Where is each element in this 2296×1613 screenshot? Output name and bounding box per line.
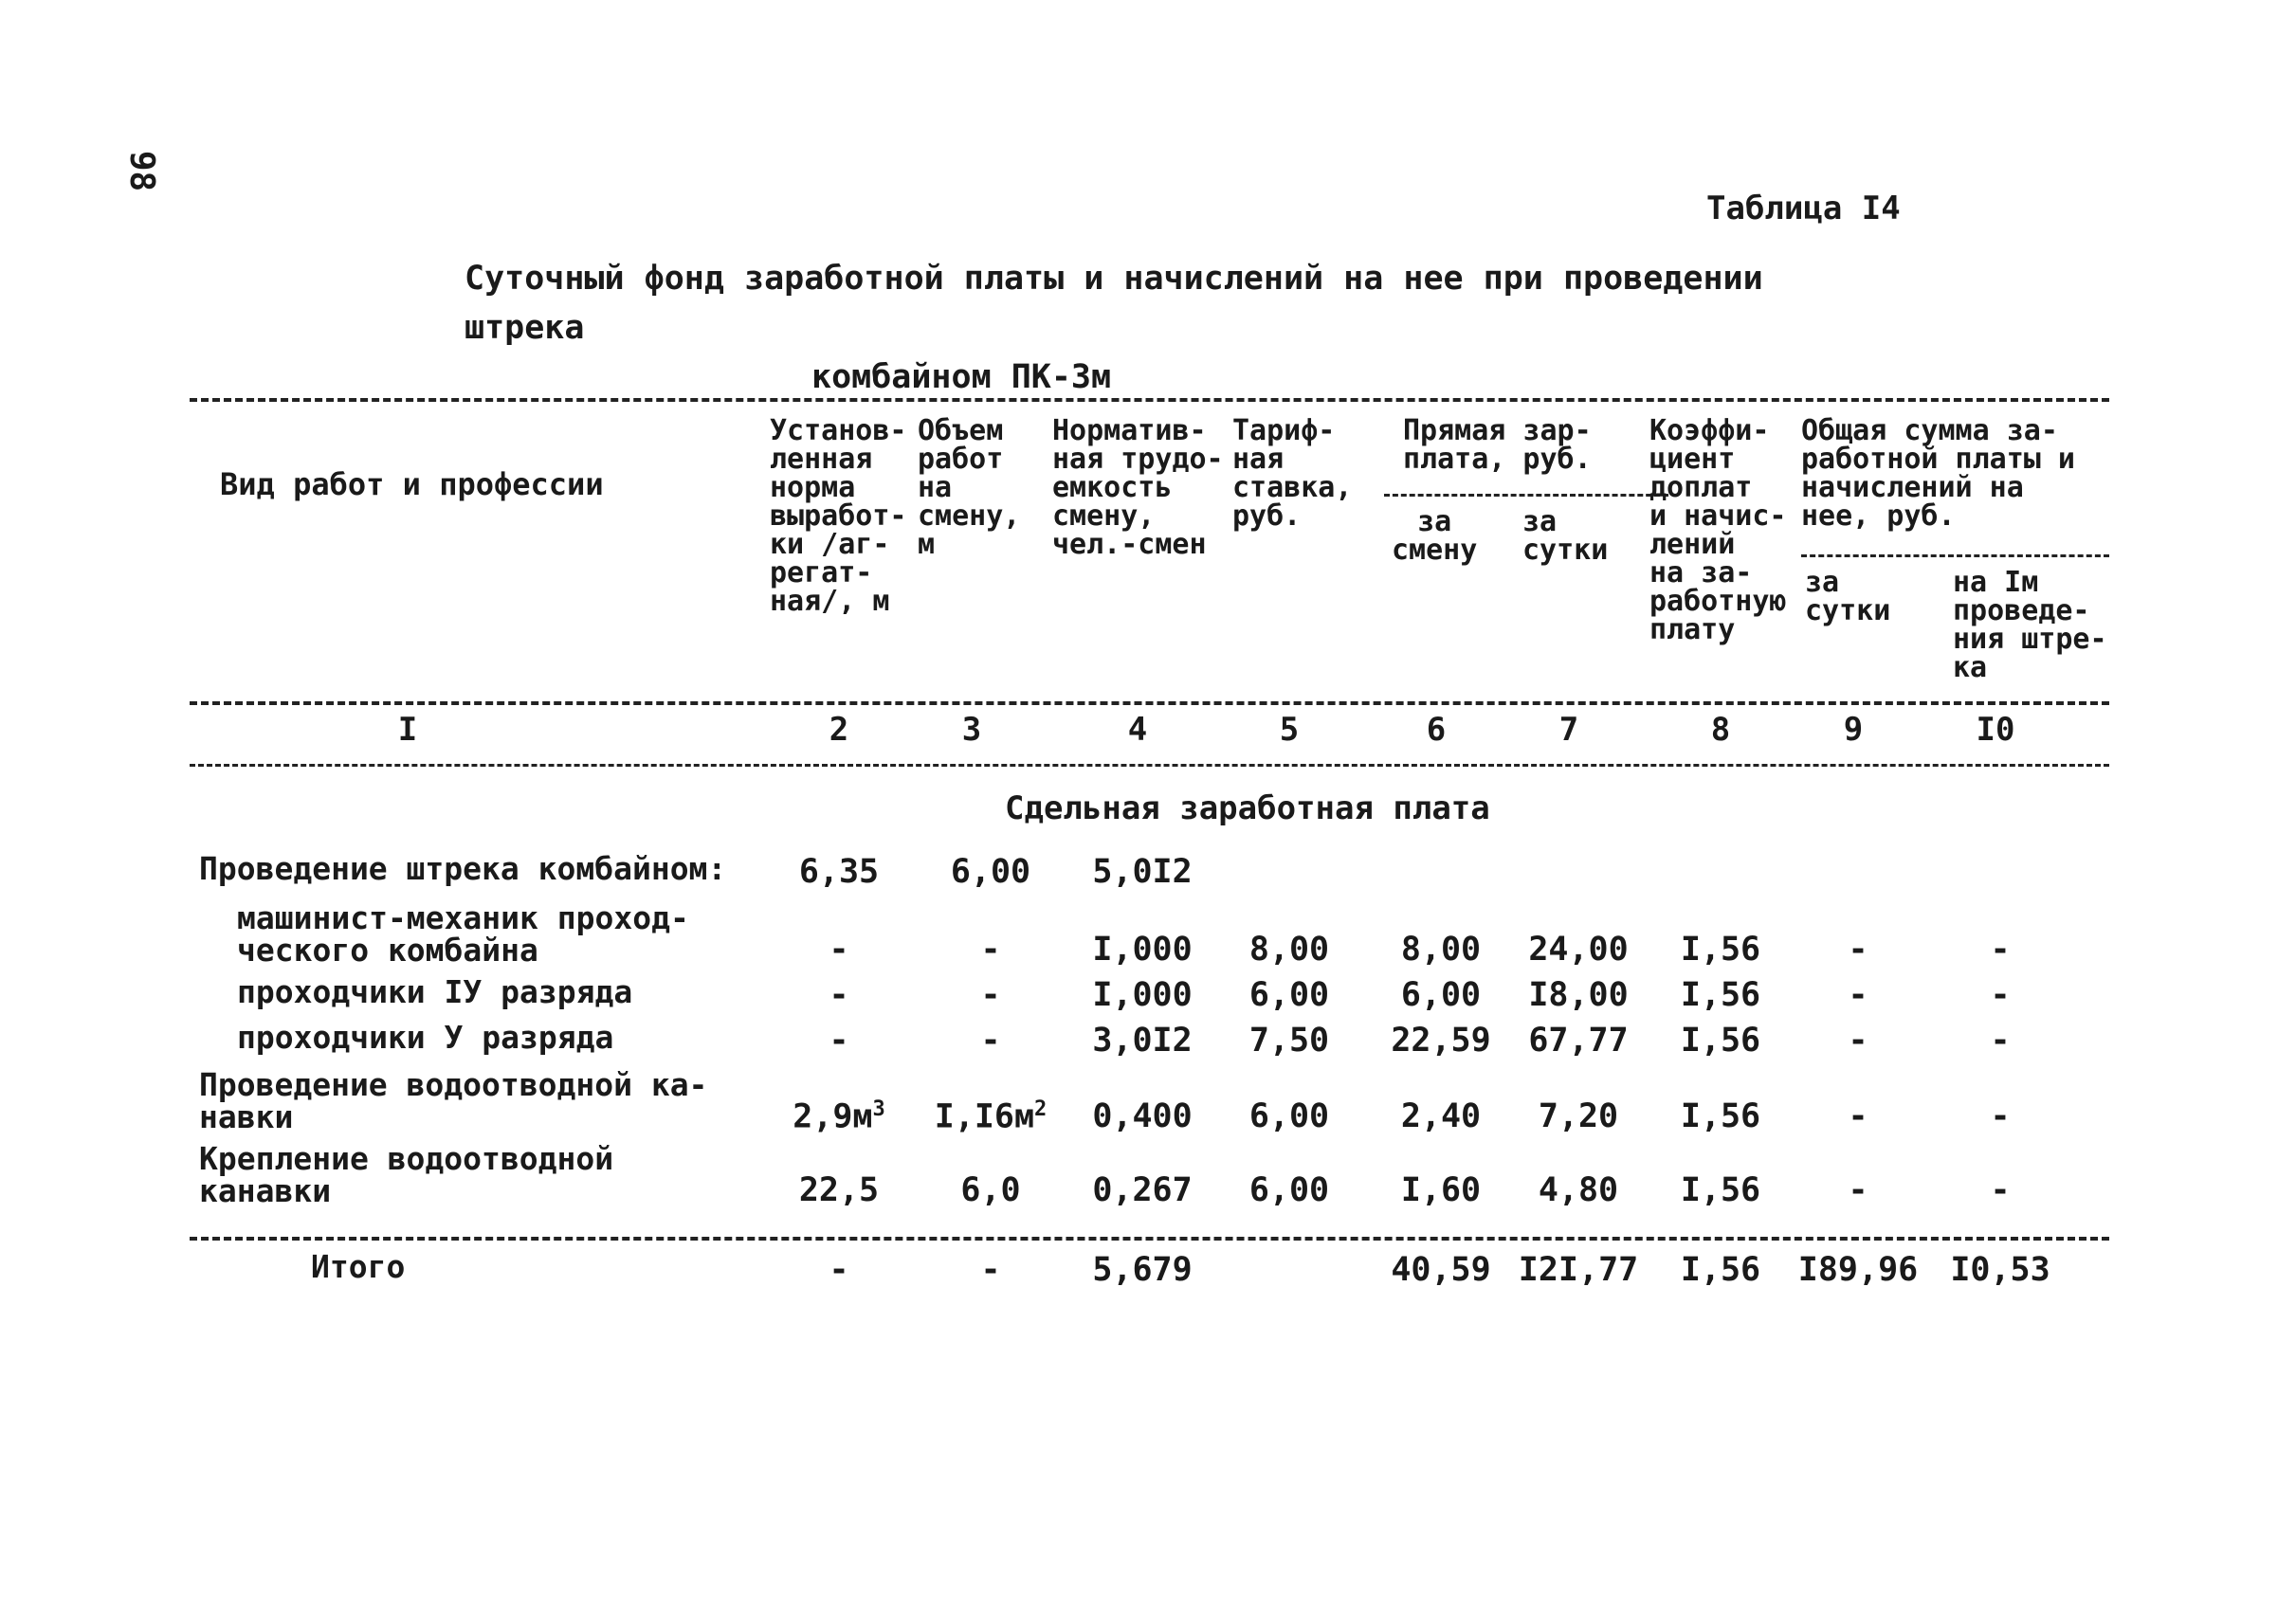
- total-cell: I0,53: [1950, 1251, 2050, 1289]
- column-number: 6: [1426, 711, 1447, 749]
- header-col1: Вид работ и профессии: [220, 466, 604, 502]
- table-cell: I,000: [1092, 931, 1193, 969]
- group-rule-total: [1801, 554, 2109, 557]
- header-col3: Объем работ на смену, м: [918, 414, 1021, 561]
- table-cell: 24,00: [1528, 931, 1629, 969]
- table-cell: -: [1990, 976, 2011, 1014]
- header-col67-group: Прямая зар- плата, руб.: [1403, 414, 1592, 476]
- table-cell: -: [829, 976, 849, 1014]
- table-cell: -: [980, 931, 1001, 969]
- group-rule-wages: [1384, 494, 1668, 497]
- header-bottom-rule: [190, 701, 2109, 705]
- table-cell: I8,00: [1528, 976, 1629, 1014]
- total-label: Итого: [311, 1248, 406, 1285]
- column-number: 7: [1558, 711, 1579, 749]
- row-label: проходчики У разряда: [237, 1019, 614, 1056]
- table-title: [465, 254, 1849, 402]
- table-cell: -: [1848, 976, 1868, 1014]
- row-label: Проведение водоотводной ка- навки: [199, 1066, 708, 1135]
- table-cell: I,56: [1680, 976, 1761, 1014]
- table-cell: I,56: [1680, 1171, 1761, 1209]
- table-cell: 22,5: [798, 1171, 880, 1209]
- header-col910-group: Общая сумма за- работной платы и начислений на нее, руб.: [1801, 414, 2075, 533]
- row-label: машинист-механик проход- ческого комбайна: [237, 899, 689, 969]
- header-col2: Установ- ленная норма выработ- ки /аг- регат- ная/, м: [770, 414, 907, 618]
- table-cell: 0,267: [1092, 1171, 1193, 1209]
- table-cell: 6,0: [960, 1171, 1021, 1209]
- header-top-rule: [190, 398, 2109, 402]
- page-number: 98: [122, 150, 162, 192]
- header-col8: Коэффи- циент доплат и начис- лений на за- работную плату: [1649, 414, 1787, 646]
- column-number: 8: [1710, 711, 1731, 749]
- column-number: 9: [1843, 711, 1864, 749]
- table-cell: -: [1990, 1171, 2011, 1209]
- table-cell: -: [1848, 1171, 1868, 1209]
- table-cell: 67,77: [1528, 1022, 1629, 1060]
- table-cell: 7,20: [1538, 1097, 1619, 1135]
- table-cell: 22,59: [1391, 1022, 1491, 1060]
- table-cell: 0,400: [1092, 1097, 1193, 1135]
- total-cell: 40,59: [1391, 1251, 1491, 1289]
- table-cell: I,56: [1680, 1022, 1761, 1060]
- table-label: Таблица I4: [1706, 190, 1901, 227]
- total-cell: 5,679: [1092, 1251, 1193, 1289]
- table-cell: -: [1848, 931, 1868, 969]
- table-cell: -: [829, 931, 849, 969]
- header-col10: на Iм проведе- ния штре- ка: [1953, 566, 2107, 684]
- table-cell: 6,00: [1248, 1097, 1330, 1135]
- table-cell: 7,50: [1248, 1022, 1330, 1060]
- row-label: Проведение штрека комбайном:: [199, 850, 727, 887]
- table-cell: 6,35: [798, 853, 880, 891]
- table-cell: -: [1990, 1022, 2011, 1060]
- superscript: 3: [872, 1097, 885, 1121]
- section-title: Сдельная заработная плата: [1005, 789, 1490, 827]
- table-cell: -: [1990, 931, 2011, 969]
- title-line-1: Суточный фонд заработной платы и начислений на нее при проведении штрека: [465, 260, 1763, 347]
- numbers-rule: [190, 764, 2109, 767]
- header-col4: Норматив- ная трудо- емкость смену, чел.-смен: [1052, 414, 1224, 561]
- total-rule: [190, 1237, 2109, 1241]
- column-number: I: [397, 711, 418, 749]
- table-cell: 4,80: [1538, 1171, 1619, 1209]
- table-cell: 3,0I2: [1092, 1022, 1193, 1060]
- table-cell: 6,00: [950, 853, 1031, 891]
- header-col9: за сутки: [1805, 566, 1891, 627]
- table-cell: [763, 1097, 915, 1136]
- total-cell: -: [829, 1251, 849, 1289]
- table-cell: I,56: [1680, 1097, 1761, 1135]
- table-cell: 5,0I2: [1092, 853, 1193, 891]
- table-cell: I,56: [1680, 931, 1761, 969]
- column-number: 4: [1127, 711, 1148, 749]
- table-cell: -: [980, 976, 1001, 1014]
- table-cell: I,60: [1400, 1171, 1482, 1209]
- row-label: проходчики IУ разряда: [237, 973, 633, 1010]
- total-cell: I89,96: [1797, 1251, 1919, 1289]
- row-label: Крепление водоотводной канавки: [199, 1140, 614, 1209]
- title-line-2: комбайном ПК-3м: [811, 358, 1112, 396]
- table-cell: -: [980, 1022, 1001, 1060]
- column-number: 5: [1279, 711, 1300, 749]
- table-cell: -: [829, 1022, 849, 1060]
- table-cell: 6,00: [1400, 976, 1482, 1014]
- column-number: 2: [829, 711, 849, 749]
- cell-value: 2,9м: [793, 1097, 873, 1136]
- column-number: 3: [961, 711, 982, 749]
- table-cell: -: [1990, 1097, 2011, 1135]
- table-cell: -: [1848, 1022, 1868, 1060]
- total-cell: -: [980, 1251, 1001, 1289]
- header-col7: за сутки: [1522, 505, 1609, 567]
- superscript: 2: [1034, 1097, 1048, 1121]
- total-cell: I,56: [1680, 1251, 1761, 1289]
- header-col5: Тариф- ная ставка, руб.: [1232, 414, 1353, 533]
- cell-value: I,I6м: [934, 1097, 1035, 1136]
- header-col6: за смену: [1392, 505, 1478, 567]
- table-cell: 8,00: [1248, 931, 1330, 969]
- table-cell: 8,00: [1400, 931, 1482, 969]
- table-cell: 6,00: [1248, 1171, 1330, 1209]
- total-cell: I2I,77: [1518, 1251, 1639, 1289]
- table-cell: 6,00: [1248, 976, 1330, 1014]
- table-cell: I,000: [1092, 976, 1193, 1014]
- table-cell: [915, 1097, 1066, 1136]
- table-cell: -: [1848, 1097, 1868, 1135]
- column-number: I0: [1976, 711, 2015, 749]
- table-cell: 2,40: [1400, 1097, 1482, 1135]
